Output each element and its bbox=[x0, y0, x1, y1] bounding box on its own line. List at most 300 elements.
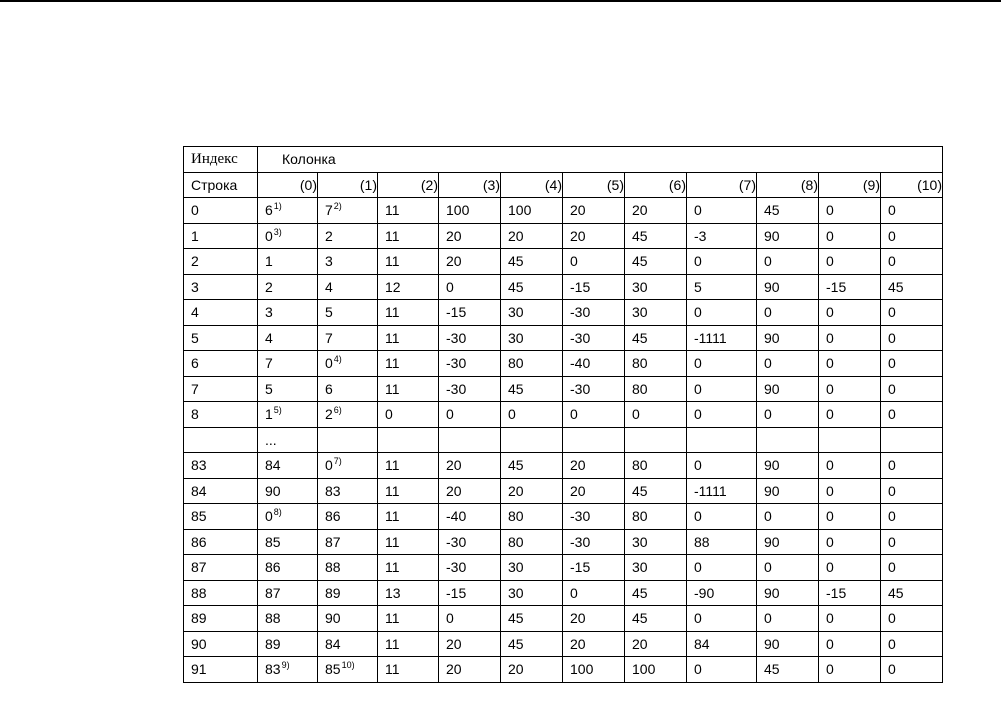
table-body bbox=[184, 198, 943, 683]
cell-value: 0 bbox=[325, 457, 333, 474]
cell-value: 87 bbox=[325, 533, 341, 550]
cell-value: 3 bbox=[265, 304, 273, 321]
footnote-marker: 7) bbox=[333, 456, 342, 467]
cell-value: 11 bbox=[385, 304, 400, 321]
table-cell bbox=[757, 198, 819, 224]
cell-value: 90 bbox=[764, 482, 780, 499]
table-cell bbox=[881, 657, 943, 683]
cell-value: 86 bbox=[265, 559, 281, 576]
table-cell bbox=[687, 351, 757, 377]
row-index-cell: 7 bbox=[184, 376, 258, 402]
cell-value: 0 bbox=[826, 457, 834, 474]
cell-value: 84 bbox=[325, 635, 341, 652]
cell-value: 11 bbox=[385, 482, 400, 499]
table-cell bbox=[439, 478, 501, 504]
table-cell bbox=[378, 504, 439, 530]
table-cell bbox=[563, 325, 625, 351]
table-cell bbox=[563, 580, 625, 606]
cell-value: 0 bbox=[888, 227, 896, 244]
table-cell bbox=[501, 351, 563, 377]
row-index-cell: 6 bbox=[184, 351, 258, 377]
table-cell bbox=[378, 427, 439, 453]
cell-value: 90 bbox=[325, 610, 341, 627]
cell-value: 30 bbox=[632, 559, 648, 576]
column-index-header: (6) bbox=[625, 172, 687, 198]
table-cell bbox=[258, 657, 318, 683]
cell-value: 0 bbox=[694, 661, 702, 678]
cell-value: -15 bbox=[570, 278, 591, 295]
table-cell bbox=[318, 504, 378, 530]
cell-value: 20 bbox=[570, 202, 586, 219]
table-row bbox=[184, 555, 943, 581]
cell-value: -1111 bbox=[694, 482, 727, 499]
row-index-cell: 86 bbox=[184, 529, 258, 555]
table-cell bbox=[378, 631, 439, 657]
table-cell bbox=[881, 325, 943, 351]
table-cell bbox=[881, 376, 943, 402]
table-cell bbox=[318, 402, 378, 428]
table-cell bbox=[687, 606, 757, 632]
table-cell bbox=[687, 631, 757, 657]
table-cell bbox=[819, 325, 881, 351]
table-cell bbox=[318, 529, 378, 555]
table-cell bbox=[757, 606, 819, 632]
cell-value: 0 bbox=[764, 355, 772, 372]
table-cell bbox=[819, 580, 881, 606]
table-cell bbox=[819, 274, 881, 300]
cell-value: 1 bbox=[265, 253, 273, 270]
cell-value: 0 bbox=[764, 253, 772, 270]
column-index-header: (10) bbox=[881, 172, 943, 198]
table-cell bbox=[318, 427, 378, 453]
table-cell bbox=[318, 631, 378, 657]
table-row bbox=[184, 274, 943, 300]
table-cell bbox=[378, 478, 439, 504]
table-cell bbox=[819, 529, 881, 555]
table-cell bbox=[819, 402, 881, 428]
cell-value: 0 bbox=[888, 610, 896, 627]
cell-value: 11 bbox=[385, 253, 400, 270]
table-cell bbox=[439, 376, 501, 402]
table-cell bbox=[819, 249, 881, 275]
table-cell bbox=[258, 478, 318, 504]
cell-value: 5 bbox=[694, 278, 702, 295]
table-cell bbox=[501, 198, 563, 224]
table-cell bbox=[563, 351, 625, 377]
column-index-header: (5) bbox=[563, 172, 625, 198]
cell-value: 0 bbox=[764, 508, 772, 525]
table-cell bbox=[757, 427, 819, 453]
table-cell bbox=[378, 223, 439, 249]
cell-value: -30 bbox=[570, 304, 591, 321]
cell-value: -30 bbox=[446, 559, 467, 576]
cell-value: 45 bbox=[632, 227, 648, 244]
table-row bbox=[184, 580, 943, 606]
cell-value: -30 bbox=[446, 329, 467, 346]
table-cell bbox=[563, 198, 625, 224]
row-index-cell: 1 bbox=[184, 223, 258, 249]
table-cell bbox=[757, 223, 819, 249]
table-cell bbox=[881, 274, 943, 300]
table-cell bbox=[258, 223, 318, 249]
table-cell bbox=[439, 606, 501, 632]
cell-value: 0 bbox=[888, 635, 896, 652]
table-cell bbox=[258, 606, 318, 632]
cell-value: 11 bbox=[385, 635, 400, 652]
table-cell bbox=[258, 198, 318, 224]
cell-value: 45 bbox=[764, 661, 780, 678]
row-index-cell: 90 bbox=[184, 631, 258, 657]
cell-value: -30 bbox=[446, 355, 467, 372]
table-cell bbox=[258, 274, 318, 300]
table-cell bbox=[757, 351, 819, 377]
footnote-marker: 10) bbox=[341, 660, 355, 671]
cell-value: 0 bbox=[694, 508, 702, 525]
cell-value: 0 bbox=[888, 533, 896, 550]
table-cell bbox=[378, 402, 439, 428]
table-cell bbox=[757, 555, 819, 581]
table-cell bbox=[258, 529, 318, 555]
table-cell bbox=[881, 402, 943, 428]
table-cell bbox=[318, 657, 378, 683]
cell-value: 30 bbox=[508, 584, 524, 601]
table-cell bbox=[687, 427, 757, 453]
table-cell bbox=[258, 325, 318, 351]
cell-value: 30 bbox=[508, 304, 524, 321]
table-cell bbox=[501, 580, 563, 606]
cell-value: 80 bbox=[508, 355, 524, 372]
cell-value: 0 bbox=[888, 304, 896, 321]
cell-value: 2 bbox=[265, 278, 273, 295]
table-cell bbox=[501, 325, 563, 351]
table-row bbox=[184, 606, 943, 632]
table-cell bbox=[881, 300, 943, 326]
cell-value: 6 bbox=[265, 202, 273, 219]
table-cell bbox=[318, 478, 378, 504]
cell-value: 30 bbox=[508, 559, 524, 576]
table-cell bbox=[378, 249, 439, 275]
table-cell bbox=[625, 198, 687, 224]
table-cell bbox=[757, 631, 819, 657]
table-row bbox=[184, 249, 943, 275]
cell-value: 45 bbox=[632, 482, 648, 499]
cell-value: 0 bbox=[888, 380, 896, 397]
cell-value: 0 bbox=[764, 304, 772, 321]
cell-value: 20 bbox=[570, 457, 586, 474]
cell-value: -15 bbox=[446, 584, 467, 601]
footnote-marker: 9) bbox=[281, 660, 290, 671]
table-row bbox=[184, 657, 943, 683]
table-cell bbox=[625, 504, 687, 530]
table-cell bbox=[318, 223, 378, 249]
table-cell bbox=[625, 402, 687, 428]
column-header: Колонка bbox=[258, 147, 943, 173]
table-cell bbox=[625, 376, 687, 402]
cell-value: -15 bbox=[570, 559, 591, 576]
cell-value: 0 bbox=[826, 661, 834, 678]
table-cell bbox=[625, 580, 687, 606]
cell-value: 90 bbox=[764, 380, 780, 397]
table-row bbox=[184, 402, 943, 428]
cell-value: 20 bbox=[508, 227, 524, 244]
cell-value: 0 bbox=[826, 304, 834, 321]
table-cell bbox=[625, 223, 687, 249]
table-cell bbox=[819, 223, 881, 249]
cell-value: 89 bbox=[265, 635, 281, 652]
cell-value: 11 bbox=[385, 329, 400, 346]
cell-value: 30 bbox=[632, 278, 648, 295]
table-cell bbox=[881, 249, 943, 275]
cell-value: 2 bbox=[325, 406, 333, 423]
cell-value: 100 bbox=[632, 661, 656, 678]
table-cell bbox=[625, 249, 687, 275]
table-cell bbox=[757, 504, 819, 530]
cell-value: -40 bbox=[570, 355, 591, 372]
cell-value: 0 bbox=[325, 355, 333, 372]
cell-value: 0 bbox=[694, 559, 702, 576]
cell-value: 20 bbox=[632, 635, 648, 652]
table-cell bbox=[318, 274, 378, 300]
cell-value: 0 bbox=[888, 661, 896, 678]
table-cell bbox=[501, 555, 563, 581]
cell-value: 0 bbox=[508, 406, 516, 423]
table-cell bbox=[439, 274, 501, 300]
cell-value: 0 bbox=[385, 406, 393, 423]
cell-value: 11 bbox=[385, 355, 400, 372]
table-cell bbox=[687, 478, 757, 504]
cell-value: 45 bbox=[508, 278, 524, 295]
table-cell bbox=[819, 453, 881, 479]
table-cell bbox=[378, 325, 439, 351]
cell-value: 30 bbox=[508, 329, 524, 346]
table-cell bbox=[625, 300, 687, 326]
table-cell bbox=[378, 453, 439, 479]
table-row bbox=[184, 453, 943, 479]
table-cell bbox=[439, 555, 501, 581]
cell-value: 0 bbox=[446, 278, 454, 295]
cell-value: 80 bbox=[632, 355, 648, 372]
table-cell bbox=[439, 657, 501, 683]
cell-value: 12 bbox=[385, 278, 401, 295]
cell-value: -3 bbox=[694, 227, 707, 244]
table-cell bbox=[563, 453, 625, 479]
table-cell bbox=[258, 249, 318, 275]
table-cell bbox=[819, 300, 881, 326]
table-cell bbox=[881, 351, 943, 377]
table-cell bbox=[258, 504, 318, 530]
cell-value: 0 bbox=[826, 482, 834, 499]
cell-value: 45 bbox=[632, 253, 648, 270]
table-cell bbox=[378, 580, 439, 606]
top-rule bbox=[0, 0, 1001, 2]
cell-value: 20 bbox=[446, 635, 462, 652]
footnote-marker: 1) bbox=[273, 201, 282, 212]
table-cell bbox=[501, 504, 563, 530]
column-index-header: (0) bbox=[258, 172, 318, 198]
table-cell bbox=[819, 504, 881, 530]
cell-value: 0 bbox=[265, 227, 273, 244]
cell-value: 100 bbox=[446, 202, 470, 219]
column-index-header: (8) bbox=[757, 172, 819, 198]
cell-value: 0 bbox=[826, 227, 834, 244]
cell-value: 0 bbox=[694, 253, 702, 270]
table-cell bbox=[318, 249, 378, 275]
cell-value: 86 bbox=[325, 508, 341, 525]
column-index-header: (1) bbox=[318, 172, 378, 198]
row-index-cell: 88 bbox=[184, 580, 258, 606]
cell-value: 20 bbox=[446, 457, 462, 474]
cell-value: 0 bbox=[694, 380, 702, 397]
cell-value: 0 bbox=[888, 253, 896, 270]
cell-value: 20 bbox=[632, 202, 648, 219]
cell-value: 7 bbox=[325, 202, 333, 219]
table-cell bbox=[819, 631, 881, 657]
cell-value: 87 bbox=[265, 584, 281, 601]
table-row bbox=[184, 631, 943, 657]
column-index-header: (3) bbox=[439, 172, 501, 198]
table-cell bbox=[757, 529, 819, 555]
cell-value: -30 bbox=[570, 380, 591, 397]
cell-value: 84 bbox=[694, 635, 710, 652]
table-cell bbox=[563, 504, 625, 530]
footnote-marker: 4) bbox=[333, 354, 342, 365]
table-cell bbox=[563, 402, 625, 428]
cell-value: 45 bbox=[508, 253, 524, 270]
table-cell bbox=[318, 300, 378, 326]
cell-value: ... bbox=[265, 431, 277, 448]
table-row bbox=[184, 529, 943, 555]
footnote-marker: 2) bbox=[333, 201, 342, 212]
cell-value: 0 bbox=[694, 355, 702, 372]
row-index-cell bbox=[184, 427, 258, 453]
cell-value: 0 bbox=[888, 406, 896, 423]
row-index-cell: 84 bbox=[184, 478, 258, 504]
cell-value: 0 bbox=[694, 304, 702, 321]
cell-value: 0 bbox=[570, 253, 578, 270]
cell-value: 7 bbox=[265, 355, 273, 372]
table-cell bbox=[881, 478, 943, 504]
cell-value: 90 bbox=[764, 278, 780, 295]
table-cell bbox=[318, 376, 378, 402]
cell-value: 0 bbox=[764, 406, 772, 423]
table-cell bbox=[501, 427, 563, 453]
table-cell bbox=[687, 325, 757, 351]
table-cell bbox=[318, 555, 378, 581]
cell-value: 100 bbox=[570, 661, 594, 678]
table-cell bbox=[625, 529, 687, 555]
table-header bbox=[184, 147, 943, 198]
table-cell bbox=[258, 631, 318, 657]
table-cell bbox=[378, 198, 439, 224]
cell-value: 45 bbox=[508, 380, 524, 397]
table-cell bbox=[439, 223, 501, 249]
table-cell bbox=[318, 453, 378, 479]
cell-value: 88 bbox=[265, 610, 281, 627]
table-cell bbox=[501, 478, 563, 504]
row-index-cell: 89 bbox=[184, 606, 258, 632]
cell-value: 90 bbox=[265, 482, 281, 499]
cell-value: 80 bbox=[508, 533, 524, 550]
table-cell bbox=[439, 249, 501, 275]
table-cell bbox=[757, 657, 819, 683]
cell-value: 11 bbox=[385, 380, 400, 397]
cell-value: -30 bbox=[570, 329, 591, 346]
cell-value: 45 bbox=[632, 329, 648, 346]
cell-value: 85 bbox=[265, 533, 281, 550]
table-cell bbox=[881, 427, 943, 453]
cell-value: 11 bbox=[385, 533, 400, 550]
table-cell bbox=[687, 580, 757, 606]
table-cell bbox=[378, 657, 439, 683]
table-row bbox=[184, 198, 943, 224]
cell-value: 4 bbox=[265, 329, 273, 346]
cell-value: 6 bbox=[325, 380, 333, 397]
table-cell bbox=[501, 606, 563, 632]
cell-value: 0 bbox=[826, 559, 834, 576]
table-cell bbox=[563, 223, 625, 249]
cell-value: -30 bbox=[446, 533, 467, 550]
cell-value: 90 bbox=[764, 457, 780, 474]
table-cell bbox=[881, 555, 943, 581]
table-cell bbox=[563, 300, 625, 326]
table-cell bbox=[439, 402, 501, 428]
table-cell bbox=[501, 223, 563, 249]
cell-value: -30 bbox=[570, 533, 591, 550]
table-cell bbox=[439, 198, 501, 224]
cell-value: 80 bbox=[508, 508, 524, 525]
footnote-marker: 8) bbox=[273, 507, 282, 518]
table-cell bbox=[563, 555, 625, 581]
table-cell bbox=[501, 402, 563, 428]
table-cell bbox=[563, 606, 625, 632]
table-cell bbox=[258, 351, 318, 377]
row-index-cell: 3 bbox=[184, 274, 258, 300]
cell-value: 20 bbox=[570, 635, 586, 652]
cell-value: 90 bbox=[764, 227, 780, 244]
cell-value: 45 bbox=[508, 457, 524, 474]
table-row bbox=[184, 223, 943, 249]
row-index-cell: 4 bbox=[184, 300, 258, 326]
table-cell bbox=[625, 657, 687, 683]
cell-value: 45 bbox=[764, 202, 780, 219]
table-cell bbox=[378, 376, 439, 402]
cell-value: 20 bbox=[446, 227, 462, 244]
cell-value: 0 bbox=[764, 610, 772, 627]
cell-value: 11 bbox=[385, 457, 400, 474]
cell-value: 0 bbox=[888, 202, 896, 219]
cell-value: 11 bbox=[385, 202, 400, 219]
table-cell bbox=[687, 223, 757, 249]
table-cell bbox=[687, 555, 757, 581]
table-cell bbox=[563, 631, 625, 657]
cell-value: -15 bbox=[826, 278, 847, 295]
table-cell bbox=[881, 223, 943, 249]
row-index-cell: 0 bbox=[184, 198, 258, 224]
table-cell bbox=[439, 427, 501, 453]
table-cell bbox=[819, 657, 881, 683]
table-cell bbox=[819, 351, 881, 377]
table-cell bbox=[439, 529, 501, 555]
table-cell bbox=[501, 274, 563, 300]
table-cell bbox=[318, 198, 378, 224]
table-cell bbox=[258, 580, 318, 606]
cell-value: 0 bbox=[826, 380, 834, 397]
table-cell bbox=[501, 300, 563, 326]
table-cell bbox=[439, 580, 501, 606]
cell-value: 20 bbox=[508, 661, 524, 678]
table-cell bbox=[378, 300, 439, 326]
cell-value: 45 bbox=[632, 584, 648, 601]
